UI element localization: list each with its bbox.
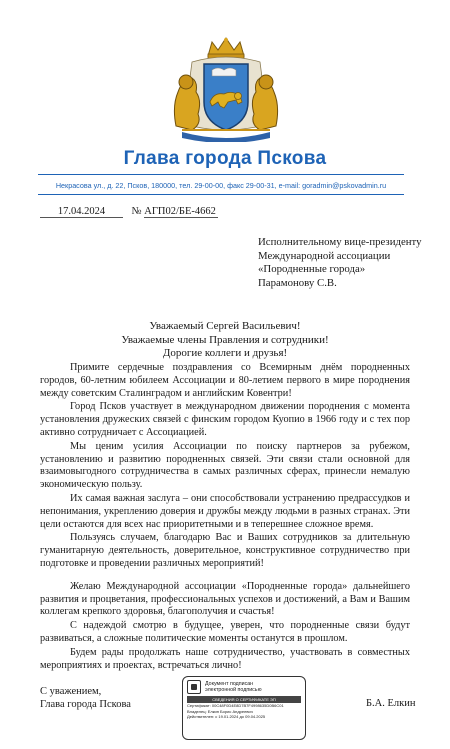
greeting-block (0, 320, 450, 361)
body-paragraph: Будем рады продолжать наше сотрудничество, участвовать в совместных мероприятиях и проектах, встречаться лично! (40, 646, 410, 671)
signature-block (40, 685, 131, 711)
body-paragraph: Желаю Международной ассоциации «Породненные города» дальнейшего развития и процветания, профессиональных успехов и достижений, а Вам и Вашим коллегам крепкого здоровья, благополучия и счастья! (40, 580, 410, 618)
number-label: № (131, 206, 142, 217)
certificate-owner: Владелец: Елкин Борис Андреевич (187, 708, 253, 714)
document-number: АГП02/БЕ-4662 (144, 206, 216, 217)
recipient-line: Парамонову С.В. (258, 276, 337, 289)
body-paragraph: Мы ценим усилия Ассоциации по поиску партнеров за рубежом, установлению и развитию породненных связей. Эти связи стали основной для взаимовыгодного сотрудничества в самых различных сферах, принесли немалую экономическую пользу. (40, 440, 410, 491)
header-divider-bottom (38, 194, 404, 195)
recipient-line: Исполнительному вице-президенту (258, 236, 422, 248)
document-date: 17.04.2024 (40, 206, 123, 218)
stamp-title-line: Документ подписан (205, 680, 254, 687)
stamp-bar: СВЕДЕНИЯ О СЕРТИФИКАТЕ ЭП (187, 696, 301, 703)
org-title: Глава города Пскова (123, 148, 327, 169)
letter-body (40, 362, 410, 673)
greeting-line: Дорогие коллеги и друзья! (162, 347, 288, 359)
stamp-title-line: электронной подписью (205, 687, 262, 693)
closing-text: С уважением, (40, 686, 102, 697)
signer-position: Глава города Пскова (40, 699, 131, 710)
body-paragraph: С надеждой смотрю в будущее, уверен, что породненные связи будут развиваться, а сложные политические моменты останутся в прошлом. (40, 620, 410, 644)
recipient-block (258, 236, 422, 290)
certificate-number: Сертификат: 00C48F0D4E8D7B7F4998635D0B6C01 (187, 703, 284, 708)
signature-emblem-icon (187, 680, 201, 694)
recipient-line: Международной ассоциации (258, 249, 391, 262)
greeting-line: Уважаемые члены Правления и сотрудники! (121, 333, 329, 346)
body-paragraph: Их самая важная заслуга – они способствовали устранению предрассудков и непонимания, укреплению доверия и дружбы между людьми в разных странах. Эти цели остаются для всех нас приоритетными и в теперешнее сложное время. (40, 492, 410, 530)
recipient-line: «Породненные города» (258, 263, 366, 275)
org-address: Некрасова ул., д. 22, Псков, 180000, тел. 29-00-00, факс 29-00-31, e-mail: goradmin@pskovadmin.ru (55, 181, 387, 190)
greeting-line: Уважаемый Сергей Васильевич! (149, 320, 301, 332)
electronic-signature-stamp (182, 676, 306, 740)
certificate-validity: Действителен: с 19.01.2024 до 09.04.2025 (187, 714, 266, 720)
pskov-coat-of-arms-icon (162, 36, 290, 142)
body-paragraph: Город Псков участвует в международном движении породнения с момента установления дружеских связей с финским городом Куопио в 1966 году и с тех пор активно сотрудничает с Ассоциацией. (40, 401, 410, 438)
registration-line (40, 206, 218, 218)
signer-name: Б.А. Елкин (366, 698, 416, 709)
body-paragraph: Примите сердечные поздравления со Всемирным днём породненных городов, 60-летним юбилеем Ассоциации и 80-летием первого в мире породнения между советским Сталинградом и английским Ковентри! (40, 362, 410, 399)
header-divider-top (38, 174, 404, 175)
body-paragraph: Пользуясь случаем, благодарю Вас и Ваших сотрудников за длительную гуманитарную деятельность, доверительное, конструктивное сотрудничество при подготовке и проведении различных мероприятий! (40, 532, 410, 569)
